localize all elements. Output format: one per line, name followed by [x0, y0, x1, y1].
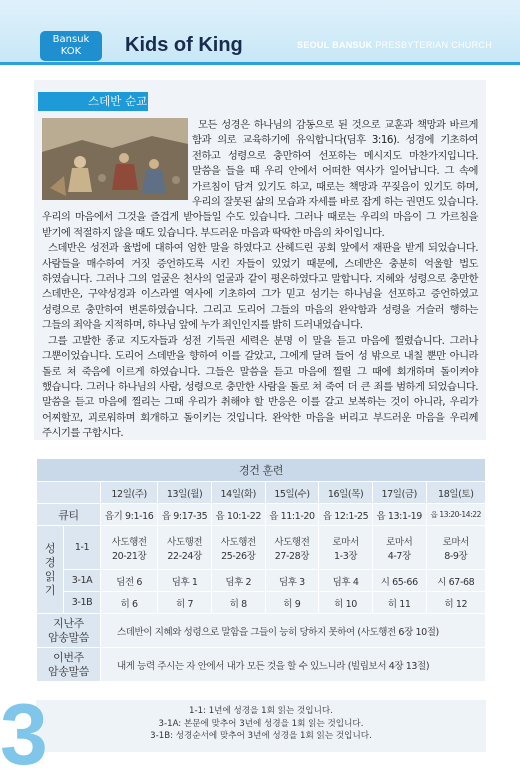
reading-book: 사도행전	[111, 536, 147, 548]
this-week-memo-verse: 내게 능력 주시는 자 안에서 내가 모든 것을 할 수 있느니라 (빌립보서 4장 13절)	[101, 648, 486, 682]
reading-label-char: 기	[44, 583, 56, 597]
article-paragraph: 모든 성경은 하나님의 감동으로 된 것으로 교훈과 책망과 바르게 함과 의로 교육하기에 유익합니다(딤후 3:16). 성경에 기초하여 전하고 성령으로 충만하여 선포하는 메시지도 마찬가지입니다. 말씀을 들을 때 우리 안에서 어떠한 역사가 일어납니다. 그 속에 가르침이 담겨 있기도 하고, 때로는 책망과 꾸짖음이 있기도 하며, 우리의 잘못된 삶의 모습과 자세를 바로 잡게 하는 권면도 있습니다. 우리의 마음에서 그것을 즐겁게 받아들일 수도 있습니다. 그러나 때로는 우리의 마음이 그 가르침을 받기에 적절하지 않을 때도 있습니다. 부드러운 마음과 딱딱한 마음의 차이입니다.	[42, 119, 478, 239]
reading-book: 사도행전	[220, 536, 256, 548]
church-name-bold: SEOUL BANSUK	[297, 40, 373, 50]
reading-cell	[101, 526, 158, 570]
reading-cell	[265, 526, 319, 570]
devotion-schedule-table	[36, 458, 486, 682]
reading-chapters: 4-7장	[387, 550, 411, 562]
illustration-art	[42, 118, 188, 200]
memo-label-line: 이번주	[53, 650, 84, 664]
stoning-illustration	[42, 118, 188, 201]
corner-cell	[37, 482, 101, 504]
day-header: 17일(금)	[372, 482, 426, 504]
article-paragraph: 그를 고발한 종교 지도자들과 성전 기득권 세력은 분명 이 말을 듣고 마음에 찔렸습니다. 그러나 그뿐이었습니다. 도리어 스데반을 향하여 이를 갈았고, 그에게 달려 들어 성 밖으로 내칠 뿐만 아니라 돌로 쳐 죽음에 이르게 하였습니다. 그들은 말씀을 듣고 마음에 찔릴 그 때에 회개하며 돌이켜야 했습니다. 그러나 하나님의 사람, 성령으로 충만한 사람을 돌로 쳐 죽여 더 큰 죄를 범하게 되었습니다. 말씀을 듣고 마음에 찔리는 그때 우리가 취해야 할 반응은 이를 갈고 보복하는 것이 아니라, 우리가 어찌할꼬, 괴로워하며 회개하고 돌이키는 것입니다. 완악한 마음을 버리고 부드러운 마음을 우리께 주시기를 구합시다.	[42, 334, 478, 440]
reading-cell: 딤후 4	[319, 570, 373, 592]
day-header: 14일(화)	[211, 482, 265, 504]
memo-label-line: 지난주	[53, 616, 84, 630]
reading-cell: 시 67-68	[426, 570, 485, 592]
day-header: 16일(목)	[319, 482, 373, 504]
last-week-memo-label	[37, 614, 101, 648]
reading-chapters: 22-24장	[167, 550, 202, 562]
reading-cell	[211, 526, 265, 570]
qt-cell: 읍 13:20-14:22	[426, 504, 485, 526]
church-name	[297, 40, 492, 50]
reading-label-char: 성	[44, 541, 56, 555]
reading-cell: 히 11	[372, 592, 426, 614]
day-header: 12일(주)	[101, 482, 158, 504]
schedule-title: 경건 훈련	[37, 459, 486, 482]
memo-label-line: 암송말씀	[48, 664, 89, 678]
reading-book: 로마서	[442, 536, 469, 548]
reading-chapters: 8-9장	[444, 550, 468, 562]
reading-label	[37, 526, 64, 614]
reading-cell: 딤후 3	[265, 570, 319, 592]
qt-cell: 읍기 9:1-16	[101, 504, 158, 526]
qt-cell: 읍 12:1-25	[319, 504, 373, 526]
day-header: 13일(월)	[158, 482, 212, 504]
reading-cell	[158, 526, 212, 570]
header-bar	[0, 0, 520, 65]
reading-cell: 히 12	[426, 592, 485, 614]
church-name-rest: PRESBYTERIAN CHURCH	[375, 40, 492, 50]
article-title: 스데반 순교	[38, 92, 148, 111]
reading-cell	[372, 526, 426, 570]
page-title: Kids of King	[125, 34, 243, 56]
qt-cell: 읍 9:17-35	[158, 504, 212, 526]
badge-line1: Bansuk	[52, 34, 90, 45]
plan-label: 1-1	[64, 526, 101, 570]
reading-cell: 딤후 1	[158, 570, 212, 592]
reading-book: 로마서	[332, 536, 359, 548]
plan-label: 3-1A	[64, 570, 101, 592]
last-week-memo-verse: 스데반이 지혜와 성령으로 말함을 그들이 능히 당하지 못하여 (사도행전 6장 10절)	[101, 614, 486, 648]
reading-cell: 히 9	[265, 592, 319, 614]
day-header: 18일(토)	[426, 482, 485, 504]
qt-cell: 읍 10:1-22	[211, 504, 265, 526]
reading-chapters: 27-28장	[274, 550, 310, 562]
day-header: 15일(수)	[265, 482, 319, 504]
reading-cell	[319, 526, 373, 570]
qt-cell: 읍 11:1-20	[265, 504, 319, 526]
reading-book: 사도행전	[167, 536, 203, 548]
reading-cell	[426, 526, 485, 570]
article-body	[42, 118, 478, 442]
reading-cell: 히 7	[158, 592, 212, 614]
this-week-memo-label	[37, 648, 101, 682]
reading-chapters: 25-26장	[221, 550, 256, 562]
reading-cell: 히 8	[211, 592, 265, 614]
qt-label: 큐티	[37, 504, 101, 526]
reading-chapters: 20-21장	[111, 550, 147, 562]
footnote-line: 3-1B: 성경순서에 맞추어 3년에 성경을 1회 읽는 것입니다.	[150, 731, 372, 741]
illustration-image	[42, 118, 188, 200]
reading-plan-footnotes	[36, 700, 486, 752]
footnote-line: 3-1A: 본문에 맞추어 3년에 성경을 1회 읽는 것입니다.	[158, 718, 364, 729]
page-number: 3	[0, 687, 48, 783]
badge-line2: KOK	[60, 46, 82, 57]
footnote-line: 1-1: 1년에 성경을 1회 읽는 것입니다.	[189, 706, 333, 716]
reading-cell: 히 10	[319, 592, 373, 614]
reading-cell: 딤전 6	[101, 570, 158, 592]
reading-label-char: 경	[44, 555, 56, 569]
bansuk-kok-badge	[40, 31, 102, 61]
qt-cell: 읍 13:1-19	[372, 504, 426, 526]
reading-book: 사도행전	[274, 536, 310, 548]
article-paragraph: 스데반은 성전과 율법에 대하여 엄한 말을 하였다고 산헤드린 공회 앞에서 재판을 받게 되었습니다. 사람들을 매수하여 거짓 증언하도록 시킨 자들이 있었기 때문에, 스데반은 충분히 억울할 법도 하였습니다. 그러나 그의 얼굴은 천사의 얼굴과 같이 평온하였다고 말합니다. 지혜와 성령으로 충만한 스데반은, 구약성경과 이스라엘 역사에 기초하여 그가 믿고 섬기는 하나님을 선포하고 증언하였고 성령으로 충만하여 변론하였습니다. 그리고 도리어 그들의 마음의 완악함과 성령을 거슬러 행하는 그들의 죄악을 지적하며, 하나님 앞에 누가 죄인인지를 밝히 드러내었습니다.	[42, 242, 478, 332]
memo-label-line: 암송말씀	[48, 630, 89, 644]
plan-label: 3-1B	[64, 592, 101, 614]
reading-chapters: 1-3장	[334, 550, 358, 562]
reading-label-char: 읽	[44, 569, 56, 583]
reading-cell: 딤후 2	[211, 570, 265, 592]
reading-book: 로마서	[386, 536, 413, 548]
reading-cell: 시 65-66	[372, 570, 426, 592]
reading-cell: 히 6	[101, 592, 158, 614]
